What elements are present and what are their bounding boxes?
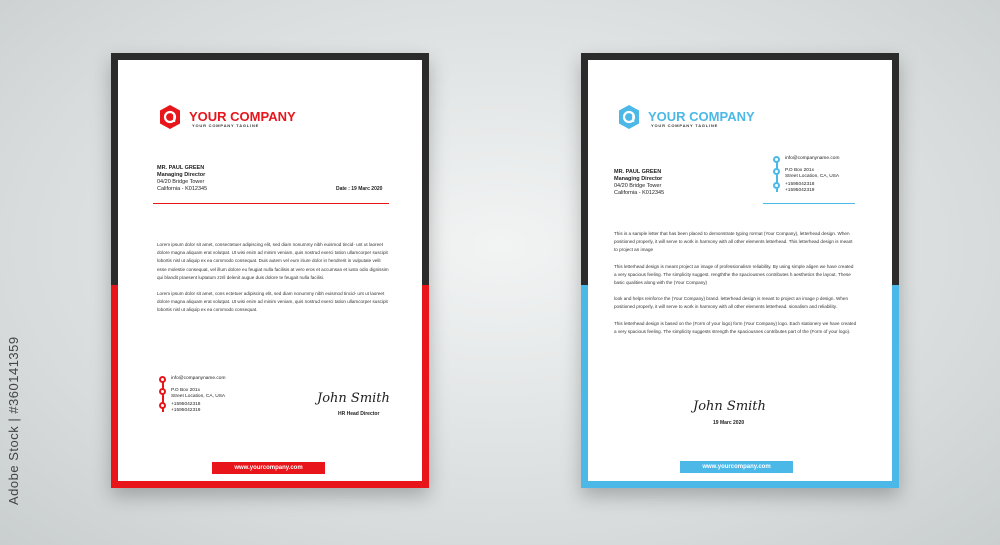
signature-date: 19 Marc 2020 [713,420,745,426]
recipient-address-2: California - K012345 [614,190,665,196]
recipient-name: MR. PAUL GREEN [614,169,662,175]
contact-block [159,376,225,413]
body-paragraph: This is a sample letter that has been placed to demonstrate typing rormat (Your Company), letterhead design. When positioned properly, it will serve to work in harmony with all other elements letterhead. This letterhead design is meant to project an image [614,231,853,253]
header-rule [763,203,855,204]
recipient-block [157,165,207,193]
contact-email: info@companyname.com [785,156,840,161]
letter-date: Date : 19 Marc 2020 [336,186,383,192]
email-icon [159,376,166,383]
contact-email: info@companyname.com [171,376,226,381]
phone-icon [773,182,780,189]
contact-phone-2: +1595042319 [171,407,201,413]
letterhead-blue [581,53,899,488]
letter-body [614,230,857,344]
paper [118,60,422,481]
recipient-block [614,169,664,197]
letter-body [157,241,389,323]
recipient-address-2: California - K012345 [157,186,208,192]
recipient-address-1: 04/20 Bridge Tower [157,179,205,185]
body-paragraph: Lorem ipsum dolor sit amet, consectetuer adipiscing elit, sed diam nonummy nibh euismod tincid- unt ut laoreet dolore magna aliquam erat volutpat. Ut wisi enim ad minim veniam, quis nostrud exerci tation ullamcorper suscipit lobortis nisl ut aliquip ex ea commodo consequat. Duis autem vel eum iriure dolor in hendrerit in vulputate velit esse molestie consequat, vel illum dolore eu feugiat nulla facilisis at vero eros et accumsan et iusto odio dignissim qui blandit praesent luptatum zzril delenit augue duis dolore te feugait nulla facilisi. [157,242,389,280]
company-logo-icon [157,104,183,130]
signature: John Smith [693,399,766,414]
website-button[interactable]: www.yourcompany.com [680,461,793,473]
contact-address-1: P.O Box 201x [171,388,200,393]
body-paragraph: Lorem ipsum dolor sit amet, cons ectetuer adipiscing elit, sed diam nonummy nibh euismod tincid- unt ut laoreet dolore magna aliquam erat volutpat. Ut wisi enim ad minim veniam, quis nostrud exerci tation ullamcorper suscipit lobortis nisl ut aliquip ex ea commodo consequat. [157,291,388,313]
body-paragraph: look and helps reinforce the (Your Company) brand. letterhead design is meant to project an image p design. When positioned properly, it will serve to work in harmony with all other elements letterhead. sionalism and reliability. [614,296,848,310]
paper [588,60,892,481]
contact-phone-1: +1595042318 [171,402,201,408]
header-rule [153,203,389,204]
contact-phone-2: +1595042319 [785,187,815,193]
recipient-title: Managing Director [614,176,663,182]
company-tagline: YOUR COMPANY TAGLINE [651,123,719,128]
email-icon [773,156,780,163]
location-icon [773,168,780,175]
signature: John Smith [317,391,390,406]
side-watermark: Adobe Stock | #360141359 [6,336,21,505]
contact-phone-1: +1595042318 [785,182,815,188]
letterhead-red [111,53,429,488]
contact-address-2: Street Location, CA, USA [785,173,840,179]
recipient-address-1: 04/20 Bridge Tower [614,183,662,189]
recipient-title: Managing Director [157,172,206,178]
body-paragraph: This letterhead design is based on the (Form of your logo) form (Your Company) logo. Each stationery we have created a very spacious feeling. The simplicity suggests strength the spaciousnes contributes part of the (Form of your logo). [614,320,857,334]
location-icon [159,388,166,395]
company-tagline: YOUR COMPANY TAGLINE [192,123,260,128]
recipient-name: MR. PAUL GREEN [157,165,205,171]
contact-address-1: P.O Box 201x [785,168,814,173]
website-button[interactable]: www.yourcompany.com [212,462,325,474]
signature-title: HR Head Director [338,411,380,417]
phone-icon [159,402,166,409]
contact-block [773,156,839,193]
contact-address-2: Street Location, CA, USA [171,393,226,399]
company-name: YOUR COMPANY [189,109,296,124]
company-logo-icon [616,104,642,130]
body-paragraph: This letterhead design is meant project an image of professionalism reliability. By using simple aligen we have created a very spacious feeling. The simplicity suggest. rengththe the spaciousnes contributes h aesthetics the layout. These basic qualities along with the (Your Company) [614,263,854,286]
company-name: YOUR COMPANY [648,109,755,124]
